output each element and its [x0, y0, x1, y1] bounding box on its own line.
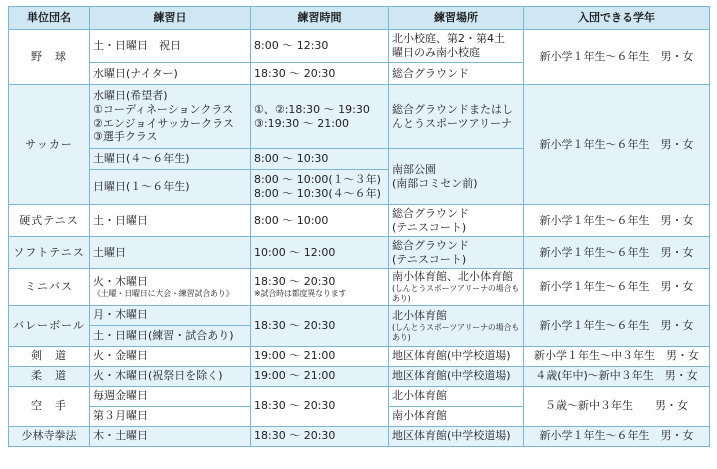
sports-club-table — [8, 6, 710, 447]
practice-day: 土・日曜日 祝日 — [90, 30, 251, 63]
practice-day: 第３月曜日 — [90, 406, 251, 426]
practice-time: 8:00 ～ 10:30 — [251, 149, 389, 170]
eligible-grade: ４歳(年中)～新中３年生 男・女 — [524, 366, 710, 386]
practice-place — [389, 30, 524, 63]
header-unit: 単位団名 — [9, 7, 90, 30]
place-note: (しんとうスポーツアリーナの場合もあり) — [392, 283, 520, 303]
day-line: 火・木曜日 — [93, 275, 148, 288]
place-note: (しんとうスポーツアリーナの場合もあり) — [392, 322, 520, 342]
practice-day: 土曜日(４～６年生) — [90, 149, 251, 170]
table-row — [9, 366, 710, 386]
time-note: ※試合時は都度異なります — [254, 288, 347, 298]
table-row — [9, 85, 710, 149]
place-line: 北小校庭、第2・第4土 — [392, 32, 505, 46]
day-note: 《土曜・日曜日に大会・練習試合あり》 — [93, 288, 234, 298]
header-time: 練習時間 — [251, 7, 389, 30]
practice-place — [389, 205, 524, 237]
unit-name: 少林寺拳法 — [9, 426, 90, 446]
time-line: 8:00 ～ 10:00(１～３年) — [254, 173, 381, 187]
table-row — [9, 426, 710, 446]
practice-place: 北小体育館 — [389, 386, 524, 406]
eligible-grade: 新小学１年生～６年生 男・女 — [524, 85, 710, 205]
place-line: 曜日のみ南小校庭 — [392, 46, 480, 59]
place-line: (テニスコート) — [392, 220, 467, 234]
unit-name: 空 手 — [9, 386, 90, 426]
place-line: 総合グラウンドまたはし — [392, 102, 513, 116]
time-line: 8:00 ～ 10:30(４～６年) — [254, 187, 381, 200]
header-grade: 入団できる学年 — [524, 7, 710, 30]
unit-name: ミニバス — [9, 269, 90, 306]
table-row — [9, 269, 710, 306]
practice-day — [90, 269, 251, 306]
place-line: 総合グラウンド — [392, 206, 469, 220]
practice-day: 土曜日 — [90, 237, 251, 269]
unit-name: ソフトテニス — [9, 237, 90, 269]
eligible-grade: 新小学１年生～６年生 男・女 — [524, 305, 710, 346]
unit-name: 硬式テニス — [9, 205, 90, 237]
practice-place — [389, 269, 524, 306]
practice-time: 19:00 ～ 21:00 — [251, 346, 389, 366]
practice-day: 日曜日(１～６年生) — [90, 170, 251, 205]
practice-day: 毎週金曜日 — [90, 386, 251, 406]
practice-place — [389, 305, 524, 346]
place-line: 南小体育館、北小体育館 — [392, 270, 513, 283]
unit-name: 剣 道 — [9, 346, 90, 366]
header-row — [9, 7, 710, 30]
practice-day — [90, 85, 251, 149]
table-row — [9, 30, 710, 63]
eligible-grade: 新小学１年生～中３年生 男・女 — [524, 346, 710, 366]
unit-name: バレーボール — [9, 305, 90, 346]
practice-day: 火・木曜日(祝祭日を除く) — [90, 366, 251, 386]
practice-place — [389, 85, 524, 149]
practice-time: 18:30 ～ 20:30 — [251, 305, 389, 346]
place-line: (テニスコート) — [392, 252, 467, 266]
practice-place: 地区体育館(中学校道場) — [389, 346, 524, 366]
practice-time: 18:30 ～ 20:30 — [251, 426, 389, 446]
place-line: 総合グラウンド — [392, 238, 469, 252]
place-line: んとうスポーツアリーナ — [392, 116, 513, 130]
practice-time: 19:00 ～ 21:00 — [251, 366, 389, 386]
practice-time — [251, 269, 389, 306]
practice-day: 土・日曜日 — [90, 205, 251, 237]
practice-place: 南小体育館 — [389, 406, 524, 426]
place-line: (南部コミセン前) — [392, 176, 478, 190]
table-row — [9, 305, 710, 325]
day-line: ③選手クラス — [93, 130, 158, 144]
practice-place: 地区体育館(中学校道場) — [389, 366, 524, 386]
eligible-grade: 新小学１年生～６年生 男・女 — [524, 30, 710, 85]
day-line: ①コーディネーションクラス — [93, 102, 233, 116]
eligible-grade: 新小学１年生～６年生 男・女 — [524, 237, 710, 269]
practice-day: 月・木曜日 — [90, 305, 251, 325]
place-line: 南部公園 — [392, 162, 436, 176]
table-row — [9, 205, 710, 237]
practice-day: 土・日曜日(練習・試合あり) — [90, 325, 251, 346]
table-row — [9, 346, 710, 366]
table-row — [9, 386, 710, 406]
practice-time: 8:00 ～ 10:00 — [251, 205, 389, 237]
eligible-grade: 新小学１年生～６年生 男・女 — [524, 205, 710, 237]
unit-name: 野 球 — [9, 30, 90, 85]
practice-time: 10:00 ～ 12:00 — [251, 237, 389, 269]
practice-time — [251, 85, 389, 149]
header-place: 練習場所 — [389, 7, 524, 30]
practice-time: 18:30 ～ 20:30 — [251, 386, 389, 426]
practice-place: 地区体育館(中学校道場) — [389, 426, 524, 446]
practice-day: 水曜日(ナイター) — [90, 63, 251, 85]
practice-place — [389, 237, 524, 269]
practice-day: 火・金曜日 — [90, 346, 251, 366]
day-line: 水曜日(希望者) — [93, 89, 168, 102]
eligible-grade: 新小学１年生～６年生 男・女 — [524, 269, 710, 306]
time-line: ③:19:30 ～ 21:00 — [254, 116, 349, 130]
practice-time: 8:00 ～ 12:30 — [251, 30, 389, 63]
place-line: 北小体育館 — [392, 308, 447, 322]
practice-place — [389, 149, 524, 205]
time-line: 18:30 ～ 20:30 — [254, 275, 336, 288]
unit-name: 柔 道 — [9, 366, 90, 386]
table-row — [9, 237, 710, 269]
unit-name: サッカー — [9, 85, 90, 205]
practice-time: 18:30 ～ 20:30 — [251, 63, 389, 85]
practice-time — [251, 170, 389, 205]
practice-day: 木・土曜日 — [90, 426, 251, 446]
header-day: 練習日 — [90, 7, 251, 30]
practice-place: 総合グラウンド — [389, 63, 524, 85]
eligible-grade: 新小学１年生～６年生 男・女 — [524, 426, 710, 446]
day-line: ②エンジョイサッカークラス — [93, 116, 234, 130]
eligible-grade: ５歳～新中３年生 男・女 — [524, 386, 710, 426]
time-line: ①、②:18:30 ～ 19:30 — [254, 102, 370, 116]
